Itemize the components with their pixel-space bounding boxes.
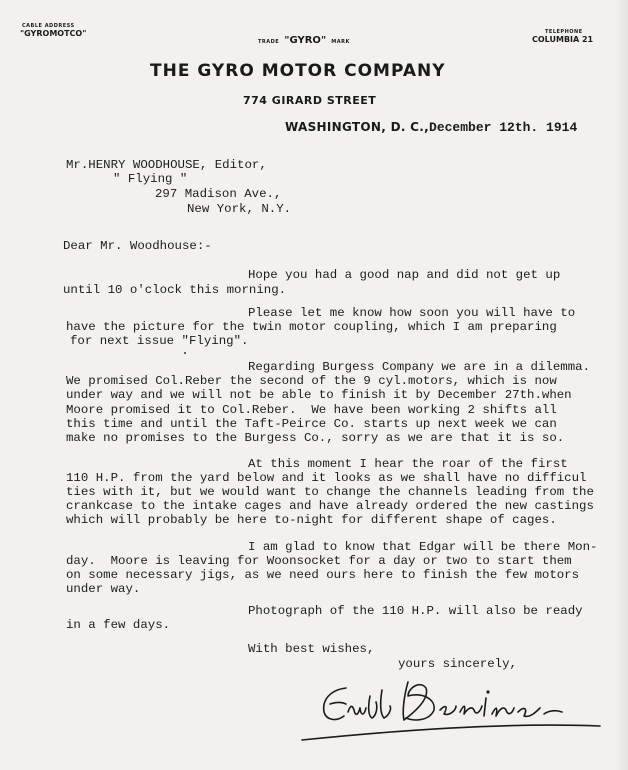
body-line: I am glad to know that Edgar will be there Mon- [248, 540, 598, 554]
company-street: 774 GIRARD STREET [243, 94, 377, 107]
recipient-line: " Flying " [113, 172, 188, 186]
body-line: for next issue "Flying". [70, 334, 249, 348]
trademark-value: "GYRO" [284, 35, 327, 46]
body-line: Hope you had a good nap and did not get up [248, 268, 561, 282]
cable-address-label: CABLE ADDRESS [22, 23, 75, 29]
body-line: this time and until the Taft-Peirce Co. starts up next week we can [66, 417, 557, 431]
body-line: under way. [66, 582, 141, 596]
body-line: ties with it, but we would want to change the channels leading from the [66, 485, 594, 499]
body-line: under way and we will not be able to finish it by December 27th.when [66, 388, 572, 402]
body-line: Moore promised it to Col.Reber. We have been working 2 shifts all [66, 403, 557, 417]
company-name: THE GYRO MOTOR COMPANY [150, 61, 446, 81]
recipient-line: Mr.HENRY WOODHOUSE, Editor, [66, 158, 267, 172]
body-line: crankcase to the intake cages and have already ordered the new castings [66, 499, 594, 513]
body-line: have the picture for the twin motor coupling, which I am preparing [66, 320, 557, 334]
body-line: day. Moore is leaving for Woonsocket for a day or two to start them [66, 554, 572, 568]
body-line: in a few days. [66, 618, 171, 632]
trademark [258, 28, 350, 47]
body-line: Photograph of the 110 H.P. will also be ready [248, 604, 583, 618]
body-line: Please let me know how soon you will have to [248, 306, 576, 320]
body-line: make no promises to the Burgess Co., sorry as we are that it is so. [66, 431, 565, 445]
dateline [285, 118, 577, 136]
trademark-suffix: MARK [331, 39, 350, 45]
body-line: At this moment I hear the roar of the first [248, 457, 568, 471]
body-line: on some necessary jigs, as we need ours here to finish the few motors [66, 568, 580, 582]
body-line: until 10 o'clock this morning. [63, 283, 287, 297]
city: WASHINGTON, D. C., [285, 120, 430, 134]
closing: With best wishes, [248, 642, 375, 656]
telephone-label: TELEPHONE [545, 29, 583, 35]
body-line: Regarding Burgess Company we are in a dilemma. [248, 360, 591, 374]
recipient-line: New York, N.Y. [187, 202, 292, 216]
body-line: which will probably be here to-night for different shape of cages. [66, 513, 557, 527]
telephone-value: COLUMBIA 21 [532, 35, 594, 44]
salutation: Dear Mr. Woodhouse:- [63, 239, 212, 253]
ink-dot [184, 352, 186, 354]
body-line: 110 H.P. from the yard below and it looks as we shall have no difficul [66, 471, 587, 485]
recipient-line: 297 Madison Ave., [155, 187, 282, 201]
cable-address-value: "GYROMOTCO" [20, 29, 87, 38]
date: December 12th. 1914 [429, 120, 578, 135]
trademark-prefix: TRADE [258, 39, 280, 45]
body-line: We promised Col.Reber the second of the 9 cyl.motors, which is now [66, 374, 557, 388]
sign-off: yours sincerely, [398, 657, 517, 671]
handwritten-signature [300, 660, 610, 760]
